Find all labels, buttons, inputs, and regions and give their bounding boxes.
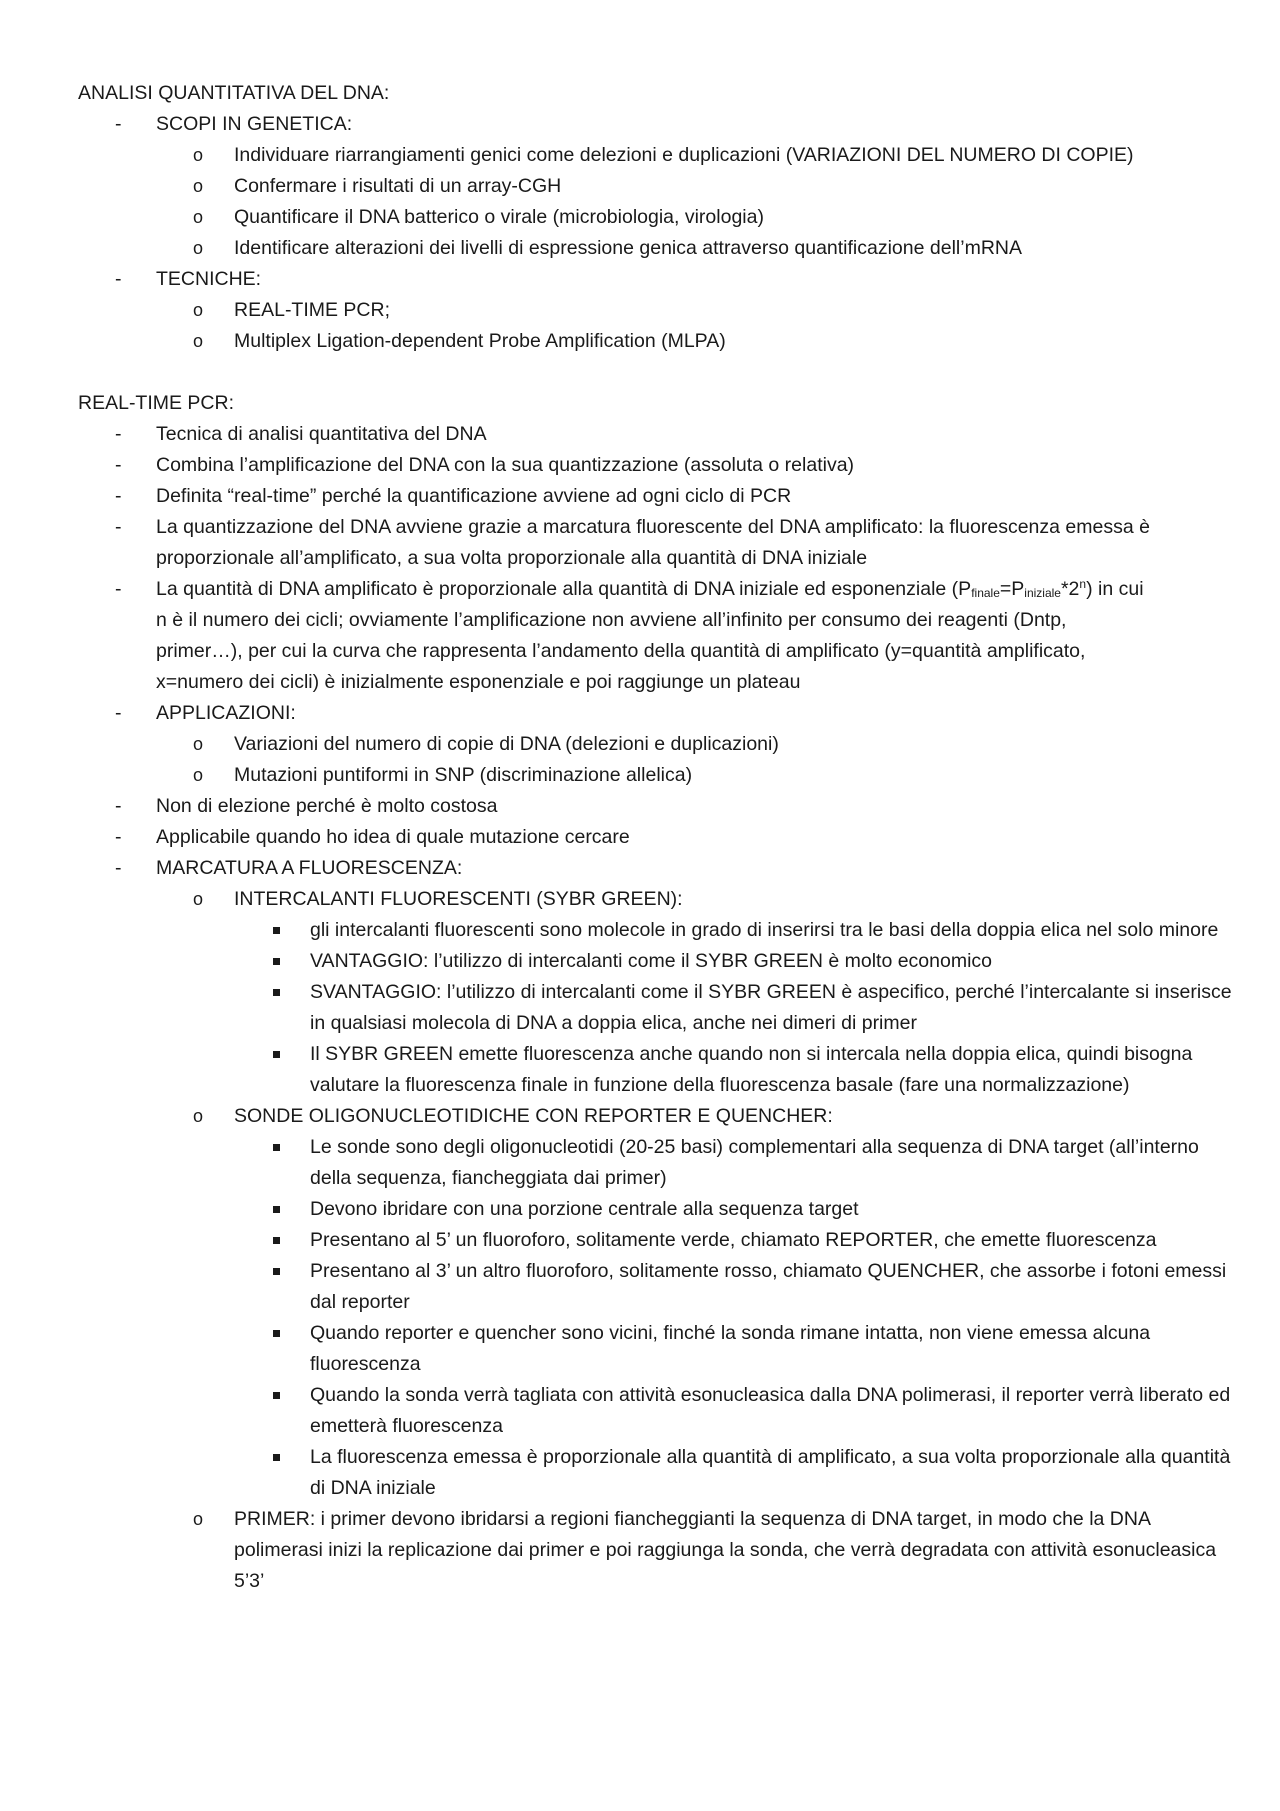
list-item-text: Devono ibridare con una porzione centrale alla sequenza target (310, 1198, 859, 1220)
list-item-text: Il SYBR GREEN emette fluorescenza anche quando non si intercala nella doppia elica, quindi bisogna valutare la fluorescenza finale in funzione della fluorescenza basale (fare una normalizzazione) (310, 1043, 1193, 1096)
list-item (78, 419, 1240, 450)
circle-marker: o (193, 238, 204, 258)
dash-marker: - (115, 516, 122, 538)
list-item-text: La fluorescenza emessa è proporzionale alla quantità di amplificato, a sua volta proporzionale alla quantità di DNA iniziale (310, 1446, 1231, 1499)
list-item-text: Non di elezione perché è molto costosa (156, 795, 498, 817)
list-item (78, 202, 1240, 233)
square-bullet-marker (273, 1237, 280, 1244)
square-bullet-marker (273, 1144, 280, 1151)
dash-marker: - (115, 113, 122, 135)
square-bullet-marker (273, 1392, 280, 1399)
list-item (78, 264, 1240, 295)
list-item-text: Quando reporter e quencher sono vicini, finché la sonda rimane intatta, non viene emessa alcuna fluorescenza (310, 1322, 1151, 1375)
list-item (78, 1380, 1240, 1442)
list-item (78, 822, 1240, 853)
square-bullet-marker (273, 989, 280, 996)
formula-subscript-iniziale: iniziale (1024, 586, 1061, 600)
list-item-text: Individuare riarrangiamenti genici come delezioni e duplicazioni (VARIAZIONI DEL NUMERO DI COPIE) (234, 144, 1134, 166)
list-item-text: Definita “real-time” perché la quantificazione avviene ad ogni ciclo di PCR (156, 485, 792, 507)
list-item (78, 1101, 1240, 1132)
list-item (78, 1132, 1240, 1194)
list-item (78, 1256, 1240, 1318)
circle-marker: o (193, 765, 204, 785)
list-item (78, 884, 1240, 915)
list-item (78, 450, 1240, 481)
list-item-text: MARCATURA A FLUORESCENZA: (156, 857, 463, 879)
dash-marker: - (115, 578, 122, 600)
list-item (78, 1442, 1240, 1504)
dash-marker: - (115, 702, 122, 724)
formula-equals: =P (999, 578, 1025, 600)
dash-marker: - (115, 857, 122, 879)
list-item-text: Confermare i risultati di un array-CGH (234, 175, 562, 197)
list-item (78, 481, 1240, 512)
list-item-text: SVANTAGGIO: l’utilizzo di intercalanti come il SYBR GREEN è aspecifico, perché l’intercalante si inserisce in qualsiasi molecola di DNA a doppia elica, anche nei dimeri di primer (310, 981, 1232, 1034)
circle-marker: o (193, 1106, 204, 1126)
list-item (78, 109, 1240, 140)
list-item-text: Combina l’amplificazione del DNA con la sua quantizzazione (assoluta o relativa) (156, 454, 855, 476)
square-bullet-marker (273, 1330, 280, 1337)
dash-marker: - (115, 454, 122, 476)
formula-p: P (958, 578, 972, 600)
list-item-text: APPLICAZIONI: (156, 702, 296, 724)
dash-marker: - (115, 423, 122, 445)
list-item-text: Multiplex Ligation-dependent Probe Amplification (MLPA) (234, 330, 726, 352)
list-item (78, 791, 1240, 822)
section-1-list (78, 109, 1240, 357)
list-item (78, 853, 1240, 884)
section-title-real-time-pcr: REAL-TIME PCR: (78, 392, 235, 414)
square-bullet-marker (273, 1454, 280, 1461)
list-item (78, 326, 1240, 357)
list-item (78, 171, 1240, 202)
formula-pre-text: La quantità di DNA amplificato è proporzionale alla quantità di DNA iniziale ed esponenziale ( (156, 578, 959, 600)
list-item (78, 729, 1240, 760)
dash-marker: - (115, 795, 122, 817)
list-item (78, 977, 1240, 1039)
section-title-analisi: ANALISI QUANTITATIVA DEL DNA: (78, 82, 390, 104)
circle-marker: o (193, 176, 204, 196)
list-item (78, 233, 1240, 264)
list-item-text: Identificare alterazioni dei livelli di espressione genica attraverso quantificazione dell’mRNA (234, 237, 1022, 259)
formula-exponent: n (1079, 577, 1087, 591)
circle-marker: o (193, 145, 204, 165)
list-item-text: Presentano al 5’ un fluoroforo, solitamente verde, chiamato REPORTER, che emette fluorescenza (310, 1229, 1157, 1251)
list-item-text: INTERCALANTI FLUORESCENTI (SYBR GREEN): (234, 888, 683, 910)
list-item-text: Variazioni del numero di copie di DNA (delezioni e duplicazioni) (234, 733, 779, 755)
formula-post-text: ) in cui n è il numero dei cicli; ovviamente l’amplificazione non avviene all’infinito per consumo dei reagenti (Dntp, primer…), per cui la curva che rappresenta l’andamento della quantità di amplificato (y=quantità amplificato, x=numero dei cicli) è inizialmente esponenziale e poi raggiunge un plateau (156, 578, 1144, 693)
circle-marker: o (193, 734, 204, 754)
list-item-text: Applicabile quando ho idea di quale mutazione cercare (156, 826, 630, 848)
list-item (78, 1318, 1240, 1380)
list-item (78, 574, 1240, 698)
circle-marker: o (193, 1509, 204, 1529)
list-item (78, 1225, 1240, 1256)
list-item-text: La quantizzazione del DNA avviene grazie a marcatura fluorescente del DNA amplificato: la fluorescenza emessa è proporzionale all’amplificato, a sua volta proporzionale alla quantità di DNA iniziale (156, 516, 1150, 569)
list-item-text: SONDE OLIGONUCLEOTIDICHE CON REPORTER E QUENCHER: (234, 1105, 833, 1127)
list-item-text: REAL-TIME PCR; (234, 299, 391, 321)
list-item (78, 946, 1240, 977)
formula-multiplier: *2 (1060, 578, 1080, 600)
list-item-text: Le sonde sono degli oligonucleotidi (20-25 basi) complementari alla sequenza di DNA target (all’interno della sequenza, fiancheggiata dai primer) (310, 1136, 1199, 1189)
list-item-text: Presentano al 3’ un altro fluoroforo, solitamente rosso, chiamato QUENCHER, che assorbe i fotoni emessi dal reporter (310, 1260, 1227, 1313)
square-bullet-marker (273, 927, 280, 934)
list-item (78, 1194, 1240, 1225)
square-bullet-marker (273, 1051, 280, 1058)
list-item (78, 295, 1240, 326)
list-item-text: Quantificare il DNA batterico o virale (microbiologia, virologia) (234, 206, 764, 228)
dash-marker: - (115, 826, 122, 848)
formula-subscript-finale: finale (971, 586, 1000, 600)
section-2-list (78, 419, 1240, 1597)
square-bullet-marker (273, 958, 280, 965)
circle-marker: o (193, 300, 204, 320)
list-item (78, 1039, 1240, 1101)
list-item (78, 140, 1240, 171)
list-item (78, 512, 1240, 574)
list-item (78, 915, 1240, 946)
list-item-text: PRIMER: i primer devono ibridarsi a regioni fiancheggianti la sequenza di DNA target, in modo che la DNA polimerasi inizi la replicazione dai primer e poi raggiunga la sonda, che verrà degradata con attività esonucleasica 5’3’ (234, 1508, 1217, 1592)
list-item (78, 698, 1240, 729)
spacer (78, 357, 1240, 388)
list-item-text: SCOPI IN GENETICA: (156, 113, 353, 135)
square-bullet-marker (273, 1206, 280, 1213)
dash-marker: - (115, 268, 122, 290)
dash-marker: - (115, 485, 122, 507)
list-item (78, 760, 1240, 791)
circle-marker: o (193, 889, 204, 909)
circle-marker: o (193, 331, 204, 351)
list-item-text: TECNICHE: (156, 268, 262, 290)
list-item-text: Mutazioni puntiformi in SNP (discriminazione allelica) (234, 764, 693, 786)
list-item-text: Quando la sonda verrà tagliata con attività esonucleasica dalla DNA polimerasi, il reporter verrà liberato ed emetterà fluorescenza (310, 1384, 1231, 1437)
list-item (78, 1504, 1240, 1597)
list-item-text: Tecnica di analisi quantitativa del DNA (156, 423, 487, 445)
square-bullet-marker (273, 1268, 280, 1275)
list-item-text: gli intercalanti fluorescenti sono molecole in grado di inserirsi tra le basi della doppia elica nel solo minore (310, 919, 1219, 941)
circle-marker: o (193, 207, 204, 227)
list-item-text: VANTAGGIO: l’utilizzo di intercalanti come il SYBR GREEN è molto economico (310, 950, 993, 972)
formula-paragraph (156, 574, 1156, 698)
